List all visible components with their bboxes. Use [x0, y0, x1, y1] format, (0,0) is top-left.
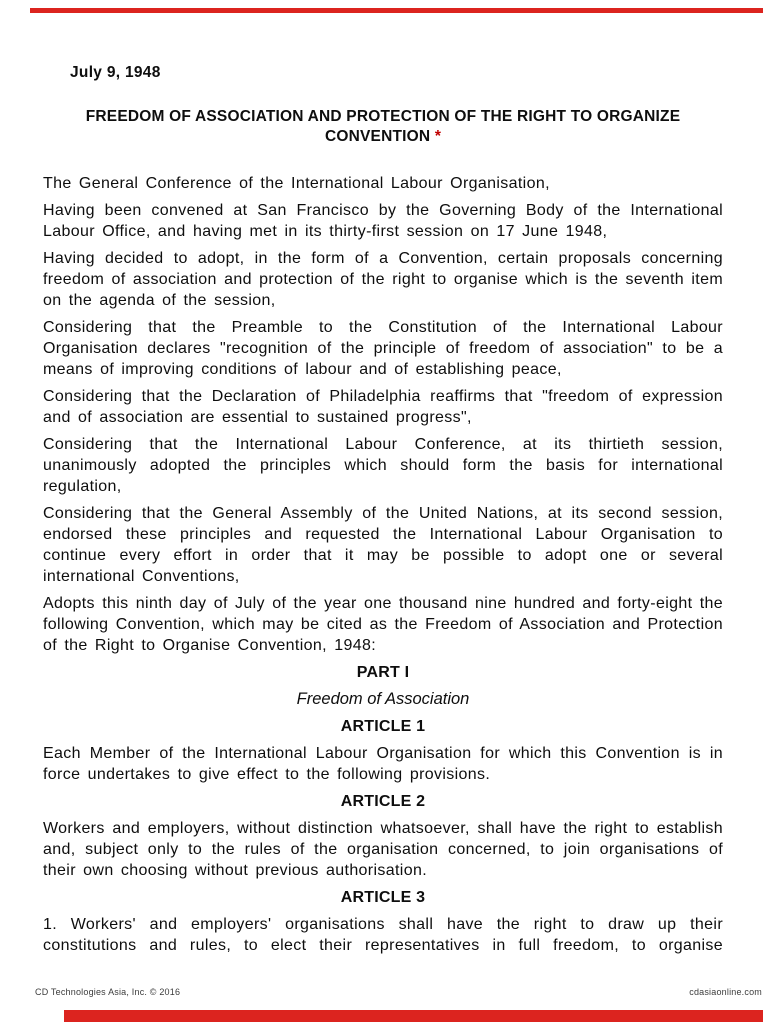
title-line-1: FREEDOM OF ASSOCIATION AND PROTECTION OF THE RIGHT TO ORGANIZE: [85, 108, 681, 125]
footer-website: cdasiaonline.com: [689, 987, 762, 997]
part-1-subtitle: Freedom of Association: [296, 690, 470, 708]
article-3-heading: ARTICLE 3: [340, 889, 426, 906]
footer-publisher: CD Technologies Asia, Inc. © 2016: [35, 987, 181, 997]
document-content: [43, 0, 723, 962]
document-body: [43, 173, 723, 956]
preamble-paragraph: Having decided to adopt, in the form of a Convention, certain proposals concerning freedom of association and protection of the right to organise which is the seventh item on the agenda of the session,: [43, 250, 723, 309]
title-line-2: CONVENTION: [324, 128, 431, 145]
document-date: July 9, 1948: [70, 64, 161, 81]
preamble-paragraph: Having been convened at San Francisco by the Governing Body of the International Labour Office, and having met in its thirty-first session on 17 June 1948,: [43, 202, 723, 240]
preamble-paragraph: Considering that the Declaration of Philadelphia reaffirms that "freedom of expression and of association are essential to sustained progress",: [43, 388, 723, 426]
article-1-paragraph: Each Member of the International Labour Organisation for which this Convention is in force undertakes to give effect to the following provisions.: [43, 745, 723, 783]
preamble-paragraph: The General Conference of the International Labour Organisation,: [43, 175, 550, 192]
article-1-heading: ARTICLE 1: [340, 718, 426, 735]
preamble-paragraph: Considering that the General Assembly of the United Nations, at its second session, endorsed these principles and requested the International Labour Organisation to continue every effort in order that it may be possible to adopt one or several international Conventions,: [43, 505, 723, 585]
footnote-marker[interactable]: *: [434, 128, 442, 145]
preamble-paragraph: Adopts this ninth day of July of the year one thousand nine hundred and forty-eight the following Convention, which may be cited as the Freedom of Association and Protection of the Right to Organise Convention, 1948:: [43, 595, 723, 654]
part-1-heading: PART I: [356, 664, 410, 681]
preamble-paragraph: Considering that the International Labour Conference, at its thirtieth session, unanimously adopted the principles which should form the basis for international regulation,: [43, 436, 723, 495]
page-bottom-rule: [64, 1010, 763, 1022]
preamble-paragraph: Considering that the Preamble to the Constitution of the International Labour Organisation declares "recognition of the principle of freedom of association" to be a means of improving conditions of labour and of establishing peace,: [43, 319, 723, 378]
article-2-paragraph: Workers and employers, without distinction whatsoever, shall have the right to establish and, subject only to the rules of the organisation concerned, to join organisations of their own choosing without previous authorisation.: [43, 820, 723, 879]
document-title: [43, 107, 723, 147]
article-2-heading: ARTICLE 2: [340, 793, 426, 810]
page-footer: [35, 987, 762, 997]
article-3-paragraph: 1. Workers' and employers' organisations shall have the right to draw up their constitutions and rules, to elect their representatives in full freedom, to organise: [43, 916, 723, 954]
